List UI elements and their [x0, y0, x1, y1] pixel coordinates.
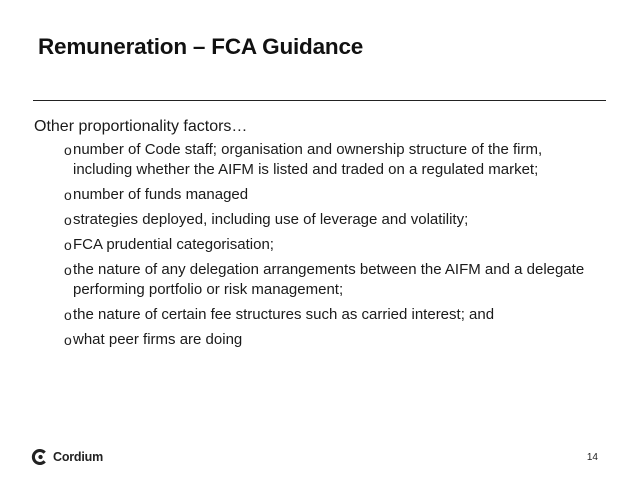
bullet-marker: o	[64, 262, 72, 278]
intro-text: Other proportionality factors…	[34, 118, 248, 135]
bullet-text: number of funds managed	[73, 186, 249, 203]
bullet-marker: o	[64, 237, 72, 253]
list-item	[34, 305, 594, 325]
list-item	[34, 260, 594, 300]
cordium-c-logo-icon	[31, 448, 49, 466]
logo-wordmark: Cordium	[53, 450, 103, 464]
slide-title: Remuneration – FCA Guidance	[38, 34, 364, 59]
bullet-marker: o	[64, 307, 72, 323]
bullet-list	[34, 140, 594, 350]
bullet-marker: o	[64, 332, 72, 348]
list-item	[34, 140, 594, 180]
list-item	[34, 185, 594, 205]
list-item	[34, 330, 594, 350]
bullet-text: the nature of certain fee structures such as carried interest; and	[73, 306, 495, 323]
bullet-text: strategies deployed, including use of leverage and volatility;	[73, 211, 469, 228]
list-item	[34, 235, 594, 255]
page-number: 14	[586, 452, 598, 463]
bullet-text: FCA prudential categorisation;	[73, 236, 274, 253]
cordium-logo	[31, 447, 103, 467]
bullet-text: number of Code staff; organisation and ownership structure of the firm, including whether the AIFM is listed and traded on a regulated market;	[73, 141, 543, 178]
bullet-text: what peer firms are doing	[73, 331, 243, 348]
bullet-text: the nature of any delegation arrangements between the AIFM and a delegate performing portfolio or risk management;	[73, 261, 585, 298]
list-item	[34, 210, 594, 230]
slide-body	[34, 116, 594, 355]
bullet-marker: o	[64, 142, 72, 158]
bullet-marker: o	[64, 187, 72, 203]
bullet-marker: o	[64, 212, 72, 228]
title-divider	[33, 100, 606, 101]
